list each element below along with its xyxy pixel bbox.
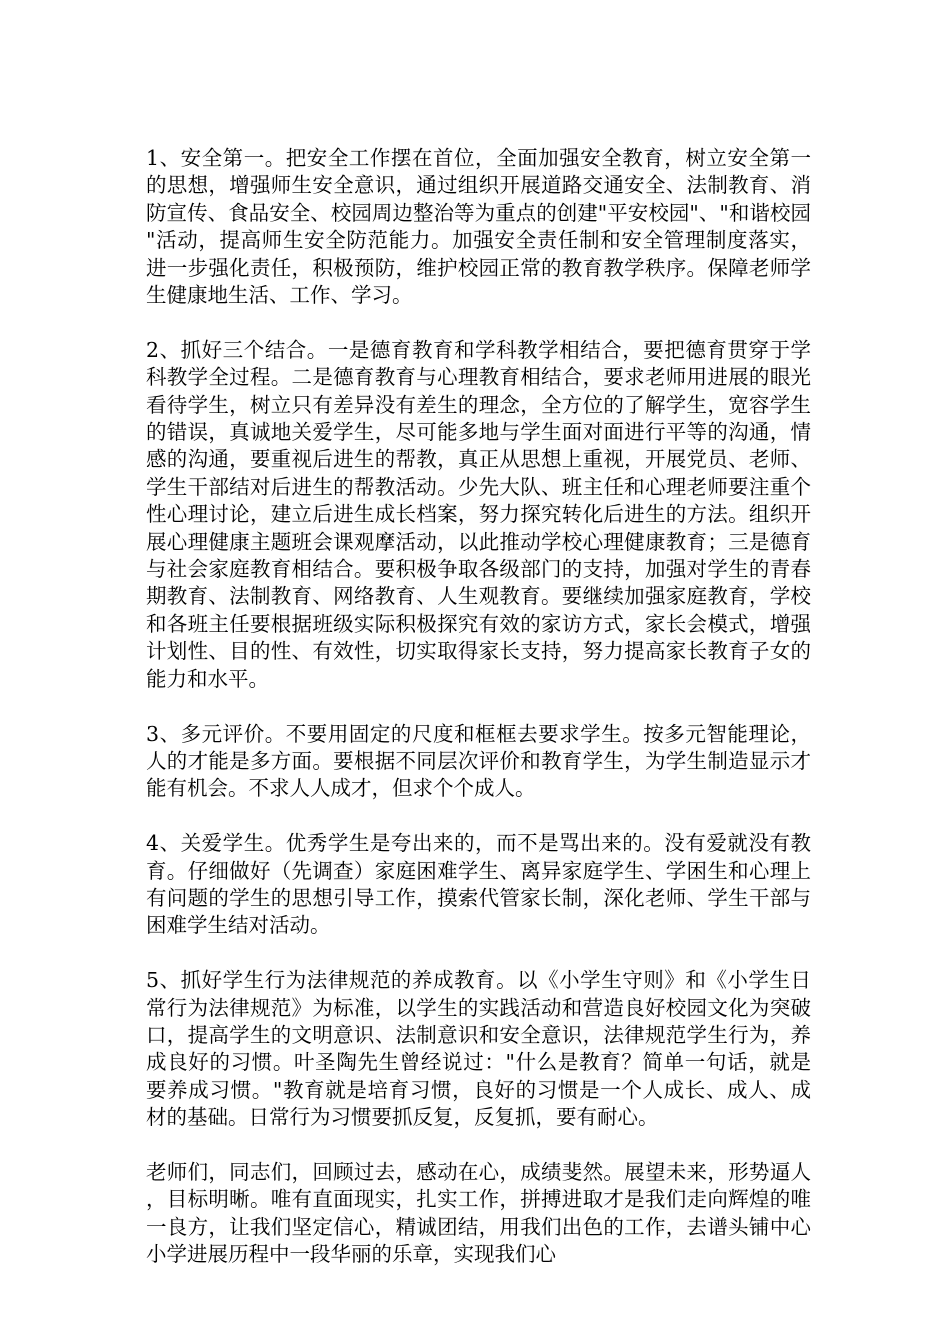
paragraph-diverse-evaluation: 3、多元评价。不要用固定的尺度和框框去要求学生。按多元智能理论，人的才能是多方面。要根据不同层次评价和教育学生，为学生制造显示才能有机会。不求人人成才，但求个个成人。 (146, 721, 811, 801)
paragraph-three-combinations: 2、抓好三个结合。一是德育教育和学科教学相结合，要把德育贯穿于学科教学全过程。二是德育教育与心理教育相结合，要求老师用进展的眼光看待学生，树立只有差异没有差生的理念，全方位的了解学生，宽容学生的错误，真诚地关爱学生，尽可能多地与学生面对面进行平等的沟通，情感的沟通，要重视后进生的帮教，真正从思想上重视，开展党员、老师、学生干部结对后进生的帮教活动。少先大队、班主任和心理老师要注重个性心理讨论，建立后进生成长档案，努力探究转化后进生的方法。组织开展心理健康主题班会课观摩活动，以此推动学校心理健康教育；三是德育与社会家庭教育相结合。要积极争取各级部门的支持，加强对学生的青春期教育、法制教育、网络教育、人生观教育。要继续加强家庭教育，学校和各班主任要根据班级实际积极探究有效的家访方式，家长会模式，增强计划性、目的性、有效性，切实取得家长支持，努力提高家长教育子女的能力和水平。 (146, 337, 811, 691)
paragraph-closing-remarks: 老师们，同志们，回顾过去，感动在心，成绩斐然。展望未来，形势逼人，目标明晰。唯有直面现实，扎实工作，拼搏进取才是我们走向辉煌的唯一良方，让我们坚定信心，精诚团结，用我们出色的工作，去谱头铺中心小学进展历程中一段华丽的乐章，实现我们心 (146, 1159, 811, 1267)
paragraph-behavior-habits: 5、抓好学生行为法律规范的养成教育。以《小学生守则》和《小学生日常行为法律规范》为标准，以学生的实践活动和营造良好校园文化为突破口，提高学生的文明意识、法制意识和安全意识，法律规范学生行为，养成良好的习惯。叶圣陶先生曾经说过："什么是教育？简单一句话，就是要养成习惯。"教育就是培育习惯，良好的习惯是一个人成长、成人、成材的基础。日常行为习惯要抓反复，反复抓，要有耐心。 (146, 968, 811, 1130)
paragraph-care-for-students: 4、关爱学生。优秀学生是夸出来的，而不是骂出来的。没有爱就没有教育。仔细做好（先调查）家庭困难学生、离异家庭学生、学困生和心理上有问题的学生的思想引导工作，摸索代管家长制，深化老师、学生干部与困难学生结对活动。 (146, 831, 811, 938)
document-body (146, 145, 811, 1269)
paragraph-safety-first: 1、安全第一。把安全工作摆在首位，全面加强安全教育，树立安全第一的思想，增强师生安全意识，通过组织开展道路交通安全、法制教育、消防宣传、食品安全、校园周边整治等为重点的创建"平安校园"、"和谐校园"活动，提高师生安全防范能力。加强安全责任制和安全管理制度落实，进一步强化责任，积极预防，维护校园正常的教育教学秩序。保障老师学生健康地生活、工作、学习。 (146, 146, 811, 308)
